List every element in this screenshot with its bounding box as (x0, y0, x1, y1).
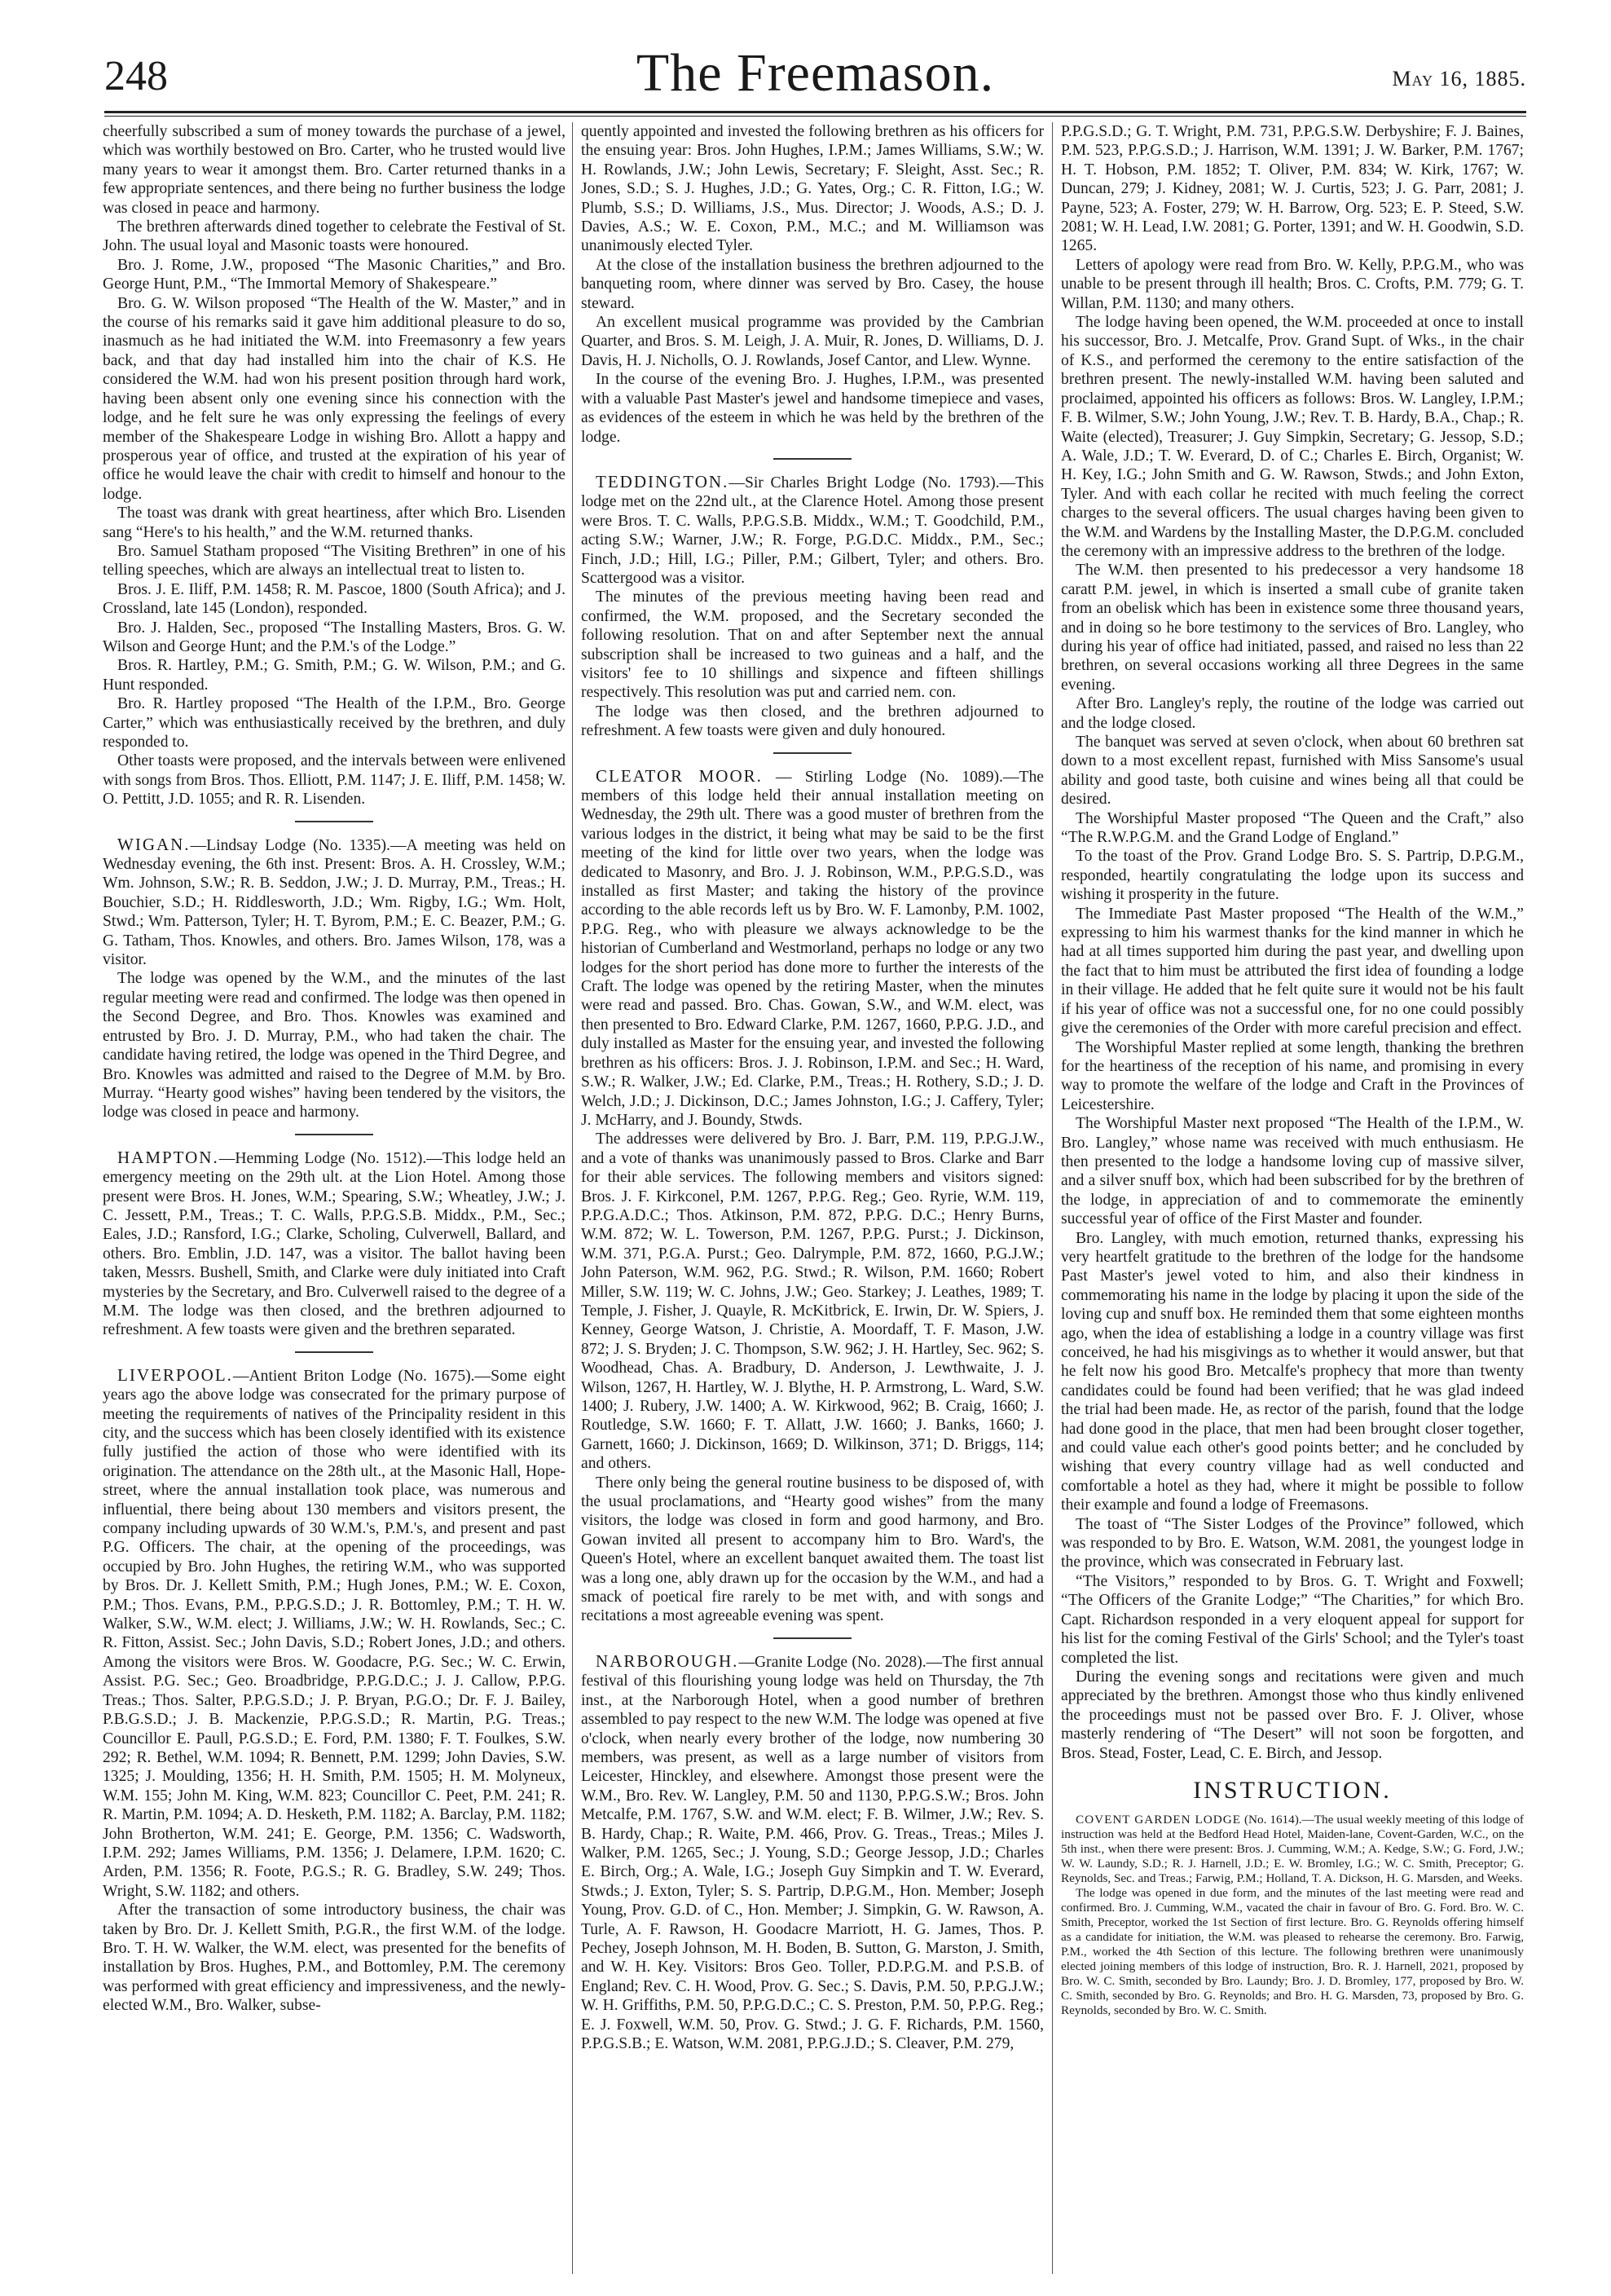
report-opening-paragraph (581, 1652, 1044, 2054)
paragraph-text: The minutes of the previous meeting having been read and confirmed, the W.M. proposed, and the Secretary seconded the following resolution. That on and after September next the annual subscription shall be increased to two guineas and a half, and the visitors' fee to 10 shillings and sixpence and fifteen shillings respectively. This resolution was put and carried nem. con. (581, 588, 1044, 702)
paragraph-text: In the course of the evening Bro. J. Hughes, I.P.M., was presented with a valuable Past Master's jewel and handsome timepiece and vases, as evidences of the esteem in which he was held by the brethren of the lodge. (581, 371, 1044, 446)
column-2 (581, 122, 1044, 2053)
paragraph (103, 122, 566, 218)
report-heading: TEDDINGTON. (596, 471, 729, 491)
paragraph (1061, 313, 1524, 561)
paragraph-text: The Worshipful Master proposed “The Queen and the Craft,” also “The R.W.P.G.M. and the Grand Lodge of England.” (1061, 809, 1524, 847)
paragraph-text: —Lindsay Lodge (No. 1335).—A meeting was held on Wednesday evening, the 6th inst. Present: Bros. A. H. Crossley, W.M.; Wm. Johnson, S.W.; R. B. Seddon, J.W.; J. D. Murray, P.M., Treas.; H. Bouchier, S.D.; H. Riddlesworth, J.D.; Wm. Rigby, I.G.; Wm. Holt, Stwd.; Wm. Patterson, Tyler; H. T. Byrom, P.M.; E. C. Beazer, P.M.; G. G. Tatham, Thos. Knowles, and others. Bro. James Wilson, 178, was a visitor. (103, 836, 566, 969)
report-heading: HAMPTON. (117, 1147, 219, 1167)
paragraph-text: The lodge was opened by the W.M., and the minutes of the last regular meeting were read and confirmed. The lodge was then opened in the Second Degree, and Bro. Thos. Knowles was examined and entrusted by Bro. J. D. Murray, P.M., who had taken the chair. The candidate having retired, the lodge was opened in the Third Degree, and Bro. Knowles was admitted and raised to the Degree of M.M. by Bro. Murray. “Hearty good wishes” having been tendered by the visitors, the lodge was closed in peace and harmony. (103, 970, 566, 1122)
paragraph (1061, 905, 1524, 1038)
paragraph (1061, 1668, 1524, 1763)
column-divider (1052, 122, 1053, 2274)
column-divider (572, 122, 573, 2274)
report-heading: COVENT GARDEN LODGE (1076, 1813, 1241, 1827)
paragraph (1061, 809, 1524, 848)
page-number: 248 (104, 53, 168, 99)
paragraph (1061, 122, 1524, 256)
paragraph-text: Bro. Samuel Statham proposed “The Visiting Brethren” in one of his telling speeches, which are always an intellectual treat to listen to. (103, 542, 566, 580)
paragraph-text: The Worshipful Master next proposed “The Health of the I.P.M., W. Bro. Langley,” whose name was received with much enthusiasm. He then presented to the lodge a handsome loving cup of massive silver, and a silver snuff box, which had been subscribed for by the brethren of the lodge, in appreciation of and to commemorate the eminently successful year of office of the First Master and founder. (1061, 1115, 1524, 1228)
paragraph (581, 256, 1044, 313)
paragraph-text: The lodge having been opened, the W.M. proceeded at once to install his successor, Bro. J. Metcalfe, Prov. Grand Supt. of Wks., in the chair of K.S., and performed the ceremony to the entire satisfaction of the brethren present. The newly-installed W.M. having been saluted and proclaimed, appointed his officers as follows: Bros. W. Langley, I.P.M.; F. B. Wilmer, S.W.; John Young, J.W.; Rev. T. B. Hardy, B.A., Chap.; R. Waite (elected), Treasurer; J. Guy Simpkin, Secretary; G. Jessop, S.D.; A. Wale, J.D.; T. W. Everard, D. of C.; Charles E. Birch, Organist; W. H. Key, I.G.; John Smith and G. W. Rawson, Stwds.; and John Exton, Tyler. And with each collar he recited with much feeling the correct charges to the several officers. The usual charges having been given to the W.M. and Wardens by the Installing Master, the D.P.G.M. concluded the ceremony with an impressive address to the brethren of the lodge. (1061, 314, 1524, 560)
paragraph-text: (No. 1614).—The usual weekly meeting of this lodge of instruction was held at the Bedford Head Hotel, Maiden-lane, Covent-Garden, W.C., on the 5th inst., when there were present: Bros. J. Cumming, W.M.; A. Kedge, S.W.; G. Ford, J.W.; W. W. Laundy, S.D.; R. J. Harnell, J.D.; E. W. Bromley, I.G.; W. C. Smith, Preceptor; G. Reynolds, Sec. and Treas.; Farwig, P.M.; Holland, T. A. Dickson, H. G. Marsden, and Weeks. (1061, 1813, 1524, 1886)
paragraph-text: —Hemming Lodge (No. 1512).—This lodge held an emergency meeting on the 29th ult. at the Lion Hotel. Among those present were Bros. H. Jones, W.M.; Spearing, S.W.; Wheatley, J.W.; J. C. Jessett, P.M., Treas.; T. C. Walls, P.P.G.S.B. Middx., P.M., Sec.; Eales, J.D.; Ransford, I.G.; Clarke, Scholing, Culverwell, Ballard, and others. Bro. Emblin, J.D. 147, was a visitor. The ballot having been taken, Messrs. Bushell, Smith, and Clarke were duly initiated into Craft mysteries by the Secretary, and Bro. Culverwell raised to the degree of a M.M. The lodge was then closed, and the brethren adjourned to refreshment. A few toasts were given and the brethren separated. (103, 1149, 566, 1339)
paragraph-text: The toast of “The Sister Lodges of the Province” followed, which was responded to by Bro. E. Watson, W.M. 2081, the youngest lodge in the province, which was consecrated in February last. (1061, 1515, 1524, 1571)
paragraph-text: The banquet was served at seven o'clock, when about 60 brethren sat down to a most excellent repast, furnished with Miss Sansome's usual ability and good taste, both cuisine and wines being all that could be desired. (1061, 734, 1524, 809)
paragraph (1061, 1886, 1524, 2018)
paragraph (103, 656, 566, 694)
section-divider (773, 1637, 852, 1639)
paragraph (1061, 1038, 1524, 1115)
paragraph (1061, 847, 1524, 904)
paragraph (581, 703, 1044, 741)
paragraph-text: — Stirling Lodge (No. 1089).—The members of this lodge held their annual installation meeting on Wednesday, the 29th ult. There was a good muster of brethren from the various lodges in the district, it being what may be said to be the first meeting of the kind for little over two years, when the lodge was dedicated to Masonry, and Bro. J. J. Robinson, W.M., P.P.G.S.D., was installed as first Master; and taking the history of the province according to the able records left us by Bro. W. F. Lamonby, P.M. 1002, P.P.G. Reg., who with pleasure we always acknowledge to be the historian of Cumberland and Westmorland, perhaps no lodge or any two lodges for the short period has done more to further the interests of the Craft. The lodge was opened by the retiring Master, when the minutes were read and passed. Bro. Chas. Gowan, S.W., and W.M. elect, was then presented to Bro. Edward Clarke, P.M. 1267, 1660, P.P.G. J.D., and duly installed as Master for the ensuing year, and invested the following brethren as his officers: Bros. J. J. Robinson, I.P.M. and Sec.; H. Ward, S.W.; R. Walker, J.W.; Ed. Clarke, P.M., Treas.; H. Rothery, S.D.; J. D. Welch, J.D.; J. Dickinson, D.C.; James Johnston, I.G.; J. Caffery, Tyler; J. McHarry, and J. Boundy, Stwds. (581, 768, 1044, 1129)
paragraph-text: After Bro. Langley's reply, the routine of the lodge was carried out and the lodge closed. (1061, 695, 1524, 732)
paragraph-text: Other toasts were proposed, and the intervals between were enlivened with songs from Bros. Thos. Elliott, P.M. 1147; J. E. Iliff, P.M. 1458; W. O. Pettitt, J.D. 1055; and R. R. Lisenden. (103, 752, 566, 809)
paragraph (1061, 1229, 1524, 1515)
issue-date: May 16, 1885. (1392, 67, 1526, 90)
paragraph (103, 294, 566, 504)
section-divider (295, 1351, 373, 1353)
paragraph-text: —Sir Charles Bright Lodge (No. 1793).—This lodge met on the 22nd ult., at the Clarence Hotel. Among those present were Bros. T. C. Walls, P.P.G.S.B. Middx., W.M.; T. Goodchild, P.M., acting S.W.; Warner, J.W.; R. Forge, P.G.D.C. Middx., P.M., Sec.; Finch, J.D.; Hill, I.G.; Piller, P.M.; Gilbert, Tyler; and others. Bro. Scattergood was a visitor. (581, 474, 1044, 587)
column-1 (103, 122, 566, 2016)
paragraph (103, 542, 566, 580)
section-divider (773, 458, 852, 460)
section-heading: INSTRUCTION. (1193, 1776, 1392, 1804)
masthead (104, 42, 1526, 109)
paragraph (103, 969, 566, 1122)
paragraph-text: Bro. R. Hartley proposed “The Health of the I.P.M., Bro. George Carter,” which was enthusiastically received by the brethren, and duly responded to. (103, 695, 566, 751)
report-opening-paragraph (103, 1148, 566, 1340)
paragraph (103, 504, 566, 542)
paragraph-text: The Worshipful Master replied at some length, thanking the brethren for the heartiness of the reception of his name, and promising in every way to promote the welfare of the lodge and Craft in the Provinces of Leicestershire. (1061, 1038, 1524, 1113)
paragraph-text: Bro. Langley, with much emotion, returned thanks, expressing his very heartfelt gratitude to the brethren of the lodge for the handsome Past Master's jewel voted to him, and also their kindness in commemorating his name in the lodge by placing it upon the side of the loving cup and snuff box. He reminded them that some eighteen months ago, when the idea of establishing a lodge in a country village was first conceived, he had his misgivings as to whether it would answer, but that he felt now his good Bro. Metcalfe's prophecy that more than twenty candidates could be found had been verified; that he was glad indeed the trial had been made. He, as rector of the parish, found that the lodge had done good in the place, that men had been brought closer together, and could value each other's good points better; and he concluded by wishing that every country village had as well conducted and comfortable a hotel as they had, where it might be possible to follow their example and found a lodge of Freemasons. (1061, 1229, 1524, 1514)
paragraph (581, 588, 1044, 702)
paragraph-text: Bro. J. Halden, Sec., proposed “The Installing Masters, Bros. G. W. Wilson and George Hunt; and the P.M.'s of the Lodge.” (103, 619, 566, 655)
paragraph (1061, 1515, 1524, 1572)
paragraph-text: The lodge was then closed, and the brethren adjourned to refreshment. A few toasts were given and duly honoured. (581, 703, 1044, 740)
paragraph-text: Bros. J. E. Iliff, P.M. 1458; R. M. Pascoe, 1800 (South Africa); and J. Crossland, late 145 (London), responded. (103, 580, 566, 618)
paragraph (103, 256, 566, 294)
paragraph-text: At the close of the installation business the brethren adjourned to the banqueting room, where dinner was served by Bro. Casey, the house steward. (581, 256, 1044, 312)
paragraph-text: During the evening songs and recitations were given and much appreciated by the brethren. Amongst those who thus kindly enlivened the proceedings must not be passed over Bro. F. J. Oliver, whose masterly rendering of “The Desert” will not soon be forgotten, and Bros. Stead, Foster, Lead, C. E. Birch, and Jessop. (1061, 1668, 1524, 1762)
paragraph (1061, 1572, 1524, 1668)
paragraph-text: To the toast of the Prov. Grand Lodge Bro. S. S. Partrip, D.P.G.M., responded, heartily congratulating the lodge upon its success and wishing it prosperity in the future. (1061, 848, 1524, 904)
paragraph-text: P.P.G.S.D.; G. T. Wright, P.M. 731, P.P.G.S.W. Derbyshire; F. J. Baines, P.M. 523, P.P.G.S.D.; J. Harrison, W.M. 1391; J. W. Barker, P.M. 1767; H. T. Hobson, P.M. 1852; T. Oliver, P.M. 834; W. Kirk, 1767; W. Duncan, 279; J. Kidney, 2081; W. J. Curtis, 523; J. G. Parr, 2081; J. Payne, 523; A. Foster, 279; W. H. Barrow, Org. 523; E. P. Steed, S.W. 2081; W. H. Lead, I.W. 2081; G. Porter, 1391; and W. H. Goodwin, S.D. 1265. (1061, 123, 1524, 255)
paragraph-text: Bro. J. Rome, J.W., proposed “The Masonic Charities,” and Bro. George Hunt, P.M., “The Immortal Memory of Shakespeare.” (103, 256, 566, 293)
paragraph-text: The Immediate Past Master proposed “The Health of the W.M.,” expressing to him his warmest thanks for the kind manner in which he had at all times supported him during the past year, and dwelling upon the fact that to him must be attributed the first idea of founding a lodge in their village. He added that he felt quite sure it would not be his fault if his year of office was not a successful one, for no one could possibly give the ceremonies of the Order with more careful precision and effect. (1061, 905, 1524, 1038)
report-opening-paragraph (103, 835, 566, 970)
report-heading: CLEATOR MOOR. (596, 765, 763, 786)
paragraph-text: quently appointed and invested the following brethren as his officers for the ensuing year: Bros. John Hughes, I.P.M.; James Williams, S.W.; W. H. Rowlands, J.W.; John Lewis, Secretary; F. Sleight, Asst. Sec.; R. Jones, S.D.; S. J. Hughes, J.D.; G. Yates, Org.; C. R. Fitton, I.G.; W. Plumb, S.S.; D. Williams, J.S., Mus. Director; J. Woods, A.S.; D. J. Davies, A.S.; W. E. Coxon, P.M., M.C.; and M. Williamson was unanimously elected Tyler. (581, 123, 1044, 255)
paragraph-text: An excellent musical programme was provided by the Cambrian Quarter, and Bros. S. M. Leigh, J. A. Muir, R. Jones, D. Williams, D. J. Davis, H. J. Nicholls, O. J. Rowlands, Josef Cantor, and Llew. Wynne. (581, 314, 1044, 369)
report-opening-paragraph (581, 473, 1044, 588)
section-divider (295, 821, 373, 822)
paragraph-text: —Antient Briton Lodge (No. 1675).—Some eight years ago the above lodge was consecrated for the primary purpose of meeting the requirements of natives of the Principality resident in this city, and the success which has been closely identified with its existence fully justified the action of those who were identified with its origination. The attendance on the 28th ult., at the Masonic Hall, Hope-street, where the annual installation took place, was numerous and influential, there being about 130 members and visitors present, the company including upwards of 30 W.M.'s, P.M.'s, and present and past P.G. Officers. The chair, at the opening of the proceedings, was occupied by Bro. John Hughes, the retiring W.M., who was supported by Bros. Dr. J. Kellett Smith, P.M.; Hugh Jones, P.M.; W. E. Coxon, P.M.; Thos. Evans, P.M., P.P.G.S.D.; J. R. Bottomley, P.M.; T. H. W. Walker, S.W., W.M. elect; J. Williams, J.W.; W. H. Rowlands, Sec.; C. R. Fitton, Assist. Sec.; John Davis, S.D.; Robert Jones, J.D.; and others. Among the visitors were Bros. W. Goodacre, P.G. Sec.; W. C. Erwin, Assist. P.G. Sec.; Geo. Broadbridge, P.P.G.D.C.; J. J. Callow, P.P.G. Treas.; Thos. Salter, P.P.G.S.D.; J. P. Bryan, P.G.O.; Dr. F. J. Bailey, P.B.G.S.D.; J. B. Mackenzie, P.P.G.S.D.; R. Martin, P.G. Treas.; Councillor E. Paull, P.G.S.D.; E. Ford, P.M. 1380; F. T. Foulkes, S.W. 292; R. Bethel, W.M. 1094; R. Bennett, P.M. 1299; John Davies, S.W. 1325; J. Moulding, 1356; H. H. Smith, P.M. 1505; H. M. Molyneux, W.M. 155; John M. King, W.M. 823; Councillor C. Peet, P.M. 241; R. R. Martin, P.M. 1094; A. D. Hesketh, P.M. 1182; A. Barclay, P.M. 1182; John Brotherton, W.M. 241; E. George, P.M. 1356; C. Wadsworth, I.P.M. 292; James Williams, P.M. 1356; J. Delamere, I.P.M. 1620; C. Arden, P.M. 1356; R. Foote, P.G.S.; R. G. Bradley, S.W. 249; Thos. Wright, S.W. 1182; and others. (103, 1367, 566, 1900)
paragraph (581, 313, 1044, 370)
paragraph (1061, 561, 1524, 694)
paragraph (103, 619, 566, 657)
report-opening-paragraph (103, 1366, 566, 1901)
report-heading: NARBOROUGH. (596, 1650, 739, 1671)
paragraph-text: cheerfully subscribed a sum of money towards the purchase of a jewel, which was worthily bestowed on Bro. Carter, who he trusted would live many years to wear it amongst them. Bro. Carter returned thanks in a few appropriate sentences, and there being no further business the lodge was closed in peace and harmony. (103, 123, 566, 217)
report-heading: WIGAN. (117, 834, 191, 854)
paragraph-text: Bros. R. Hartley, P.M.; G. Smith, P.M.; G. W. Wilson, P.M.; and G. Hunt responded. (103, 657, 566, 694)
report-opening-paragraph (1061, 1813, 1524, 1886)
paragraph (103, 751, 566, 809)
paragraph-text: Letters of apology were read from Bro. W. Kelly, P.P.G.M., who was unable to be present through ill health; Bros. C. Crofts, P.M. 779; G. T. Willan, P.M. 1130; and many others. (1061, 256, 1524, 312)
paragraph-text: The toast was drank with great heartiness, after which Bro. Lisenden sang “Here's to his health,” and the W.M. returned thanks. (103, 505, 566, 541)
column-3 (1061, 122, 1524, 2018)
paragraph (1061, 733, 1524, 809)
paragraph (103, 694, 566, 751)
paragraph-text: “The Visitors,” responded to by Bros. G. T. Wright and Foxwell; “The Officers of the Granite Lodge;” “The Charities,” for which Bro. Capt. Richardson responded in a very eloquent appeal for support for his list for the coming Festival of the Girls' School; and the Tyler's toast completed the list. (1061, 1572, 1524, 1667)
section-divider (773, 752, 852, 754)
paragraph-text: The W.M. then presented to his predecessor a very handsome 18 caratt P.M. jewel, in which is inserted a small cube of granite taken from an obelisk which has been in existence some three thousand years, and in doing so he bore testimony to the services of Bro. Langley, who during his year of office had initiated, passed, and raised no less than 22 brethren, on several occasions working all three Degrees in the same evening. (1061, 562, 1524, 694)
paragraph (1061, 694, 1524, 733)
paragraph (103, 580, 566, 619)
paragraph (581, 1474, 1044, 1626)
report-heading: LIVERPOOL. (117, 1364, 233, 1385)
paragraph-text: The lodge was opened in due form, and the minutes of the last meeting were read and confirmed. Bro. J. Cumming, W.M., vacated the chair in favour of Bro. G. Ford. Bro. W. C. Smith, Preceptor, worked the 1st Section of first lecture. Bro. G. Reynolds offering himself as a candidate for initiation, the W.M. was pleased to rehearse the ceremony. Bro. Farwig, P.M., worked the 4th Section of this lecture. The following brethren were unanimously elected joining members of this lodge of instruction, Bro. R. J. Harnell, 2021, proposed by Bro. W. C. Smith, seconded by Bro. Laundy; Bro. J. D. Bromley, 177, proposed by Bro. W. C. Smith, seconded by Bro. G. Reynolds; and Bro. H. G. Marsden, 73, proposed by Bro. G. Reynolds, seconded by Bro. W. C. Smith. (1061, 1886, 1524, 2018)
paragraph (581, 1130, 1044, 1473)
paragraph-text: There only being the general routine business to be disposed of, with the usual proclamations, and “Hearty good wishes” from the many visitors, the lodge was closed in form and good harmony, and Bro. Gowan invited all present to accompany him to Bro. Ward's, the Queen's Hotel, where an excellent banquet awaited them. The toast list was a long one, ably drawn up for the occasion by the W.M., and had a smack of poetical fire rarely to be met with, and with songs and recitations a most agreeable evening was spent. (581, 1474, 1044, 1625)
report-opening-paragraph (581, 767, 1044, 1130)
paragraph-text: —Granite Lodge (No. 2028).—The first annual festival of this flourishing young lodge was held on Thursday, the 7th inst., at the Narborough Hotel, when a good number of brethren assembled to pay respect to the new W.M. The lodge was opened at five o'clock, when nearly every brother of the lodge, now numbering 30 members, was present, as well as a large number of visitors from Leicester, Hinckley, and elsewhere. Amongst those present were the W.M., Bro. Rev. W. Langley, P.M. 50 and 1130, P.P.G.S.W.; Bros. John Metcalfe, P.M. 1767, S.W. and W.M. elect; F. B. Wilmer, J.W.; Rev. S. B. Hardy, Chap.; R. Waite, P.M. 466, Prov. G. Treas., Treas.; Miles J. Walker, P.M. 1265, Sec.; J. Young, S.D.; George Jessop, J.D.; Charles E. Birch, Org.; A. Wale, I.G.; Joseph Guy Simpkin and T. W. Everard, Stwds.; J. Exton, Tyler; S. S. Partrip, D.P.G.M., Hon. Member; Joseph Young, Prov. G.D. of C., Hon. Member; J. Simpkin, G. W. Rawson, A. Turle, A. F. Rawson, H. Goodacre Marriott, H. G. James, Thos. P. Pechey, Joseph Johnson, M. H. Boden, B. Sutton, G. Marston, J. Smith, and W. H. Key. Visitors: Bros Geo. Toller, P.D.P.G.M. and P.S.B. of England; Rev. C. H. Wood, Prov. G. Sec.; S. Davis, P.M. 50, P.P.G.J.W.; W. H. Griffiths, P.M. 50, P.P.G.D.C.; C. S. Preston, P.M. 50, P.P.G. Reg.; E. J. Foxwell, W.M. 50, Prov. G. Stwd.; J. G. F. Richards, P.M. 1560, P.P.G.S.B.; E. Watson, W.M. 2081, P.P.G.J.D.; S. Cleaver, P.M. 279, (581, 1653, 1044, 2052)
paragraph (581, 122, 1044, 256)
paragraph-text: The brethren afterwards dined together to celebrate the Festival of St. John. The usual loyal and Masonic toasts were honoured. (103, 218, 566, 255)
section-divider (295, 1134, 373, 1135)
paragraph-text: Bro. G. W. Wilson proposed “The Health of the W. Master,” and in the course of his remarks said it gave him additional pleasure to do so, inasmuch as he had initiated the W.M. into Freemasonry a few years back, and that day had installed him into the chair of K.S. He considered the W.M. had won his present position through hard work, having been absent only one evening since his connection with the lodge, and he felt sure he was only expressing the feelings of every member of the Shakespeare Lodge in wishing Bro. Allott a happy and prosperous year of office, and trusted at the expiration of his year of office he would leave the chair with credit to himself and honour to the lodge. (103, 294, 566, 503)
newspaper-title: The Freemason. (636, 43, 995, 103)
paragraph-text: After the transaction of some introductory business, the chair was taken by Bro. Dr. J. Kellett Smith, P.G.R., the first W.M. of the lodge. Bro. T. H. W. Walker, the W.M. elect, was presented for the benefits of installation by Bros. Hughes, P.M., and Bottomley, P.M. The ceremony was performed with great efficiency and impressiveness, and the newly-elected W.M., Bro. Walker, subse- (103, 1902, 566, 2015)
paragraph (103, 218, 566, 256)
paragraph (1061, 1114, 1524, 1228)
paragraph (1061, 256, 1524, 313)
paragraph (103, 1901, 566, 2015)
masthead-rule (104, 111, 1526, 117)
paragraph (581, 370, 1044, 447)
paragraph-text: The addresses were delivered by Bro. J. Barr, P.M. 119, P.P.G.J.W., and a vote of thanks was unanimously passed to Bros. Clarke and Barr for their able services. The following members and visitors signed: Bros. J. F. Kirkconel, P.M. 1267, P.P.G. Reg.; Geo. Ryrie, W.M. 119, P.P.G.A.D.C.; Thos. Atkinson, P.M. 872, P.P.G. D.C.; Henry Burns, W.M. 872; W. L. Towerson, P.M. 1267, P.P.G. Purst.; J. Dickinson, W.M. 371, P.G.A. Purst.; Geo. Dalrymple, P.M. 872, 1660, P.G.J.W.; John Paterson, W.M. 962, P.G. Stwd.; R. Wilson, P.M. 1660; Robert Miller, S.W. 119; W. C. Johns, J.W.; Geo. Starkey; J. Leathes, 1989; T. Temple, J. Fisher, J. Quayle, R. McKitbrick, E. Irwin, Dr. W. Spiers, J. Kenney, George Watson, J. Christie, A. Moordaff, T. F. Mason, J.W. 872; J. S. Bryden; J. C. Thompson, S.W. 962; J. H. Hartley, Sec. 962; S. Woodhead, Chas. A. Bradbury, D. Anderson, J. Lewthwaite, J. J. Wilson, 1267, H. Hartley, W. J. Blythe, H. P. Armstrong, L. Ward, S.W. 1400; J. Rubery, J.W. 1400; A. W. Kirkwood, 962; B. Craig, 1660; J. Routledge, S.W. 1660; F. T. Allatt, J.W. 1660; J. Banks, 1660; J. Garnett, 1660; J. Dickinson, 1669; D. Wilkinson, 371; D. Briggs, 114; and others. (581, 1130, 1044, 1473)
